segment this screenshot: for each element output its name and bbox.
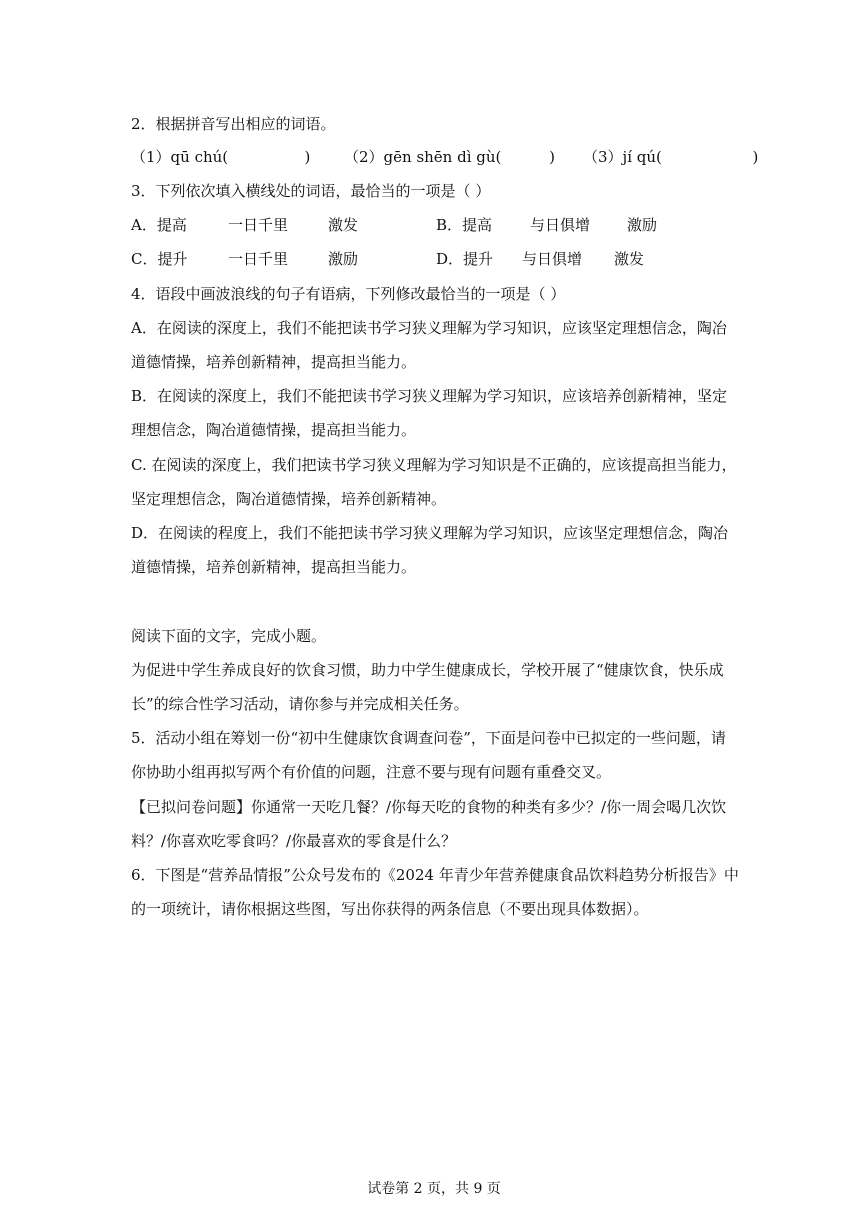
question-5-line-2: 你协助小组再拟写两个有价值的问题，注意不要与现有问题有重叠交叉。 xyxy=(131,763,612,781)
q4-option-d-line-2: 道德情操，培养创新精神，提高担当能力。 xyxy=(131,558,417,576)
option-b-label: B．提高 xyxy=(436,216,493,234)
question-6-line-2: 的一项统计，请你根据这些图，写出你获得的两条信息（不要出现具体数据）。 xyxy=(131,900,649,918)
option-a-word-1: 一日千里 xyxy=(228,216,289,234)
question-5-line-1: 5．活动小组在筹划一份“初中生健康饮食调查问卷”，下面是问卷中已拟定的一些问题，请 xyxy=(131,729,726,747)
reading-passage-line-2: 长”的综合性学习活动，请你参与并完成相关任务。 xyxy=(131,695,469,713)
option-d-label: D．提升 xyxy=(436,250,494,268)
question-3-stem: 3．下列依次填入横线处的词语，最恰当的一项是（ ） xyxy=(131,182,491,200)
q4-option-c-line-2: 坚定理想信念，陶冶道德情操，培养创新精神。 xyxy=(131,490,447,508)
question-2-stem: 2．根据拼音写出相应的词语。 xyxy=(131,115,336,133)
option-c-word-2: 激励 xyxy=(328,250,359,268)
q4-option-a-line-2: 道德情操，培养创新精神，提高担当能力。 xyxy=(131,353,417,371)
q4-option-b-line-1: B．在阅读的深度上，我们不能把读书学习狭义理解为学习知识，应该培养创新精神，坚定 xyxy=(131,387,728,405)
reading-passage-line-1: 为促进中学生养成良好的饮食习惯，助力中学生健康成长，学校开展了“健康饮食，快乐成 xyxy=(131,661,724,679)
q4-option-c-line-1: C. 在阅读的深度上，我们把读书学习狭义理解为学习知识是不正确的，应该提高担当能力， xyxy=(131,456,737,474)
q4-option-a-line-1: A．在阅读的深度上，我们不能把读书学习狭义理解为学习知识，应该坚定理想信念，陶冶 xyxy=(131,319,727,337)
option-a-label: A．提高 xyxy=(131,216,187,234)
option-c-label: C．提升 xyxy=(131,250,188,268)
option-c-word-1: 一日千里 xyxy=(228,250,289,268)
question-5-line-3: 【已拟问卷问题】你通常一天吃几餐？/你每天吃的食物的种类有多少？/你一周会喝几次饮 xyxy=(131,798,727,816)
question-2-item-3: （3）jí qú( ) xyxy=(583,148,759,166)
question-2-item-1: （1）qū chú( ) xyxy=(131,148,311,166)
q4-option-b-line-2: 理想信念，陶冶道德情操，提高担当能力。 xyxy=(131,421,417,439)
question-2-item-2: （2）gēn shēn dì gù( ) xyxy=(344,148,555,166)
question-4-stem: 4．语段中画波浪线的句子有语病，下列修改最恰当的一项是（ ） xyxy=(131,285,566,303)
reading-intro: 阅读下面的文字，完成小题。 xyxy=(131,627,327,645)
question-6-line-1: 6．下图是“营养品情报”公众号发布的《2024 年青少年营养健康食品饮料趋势分析报告》中 xyxy=(131,866,739,884)
option-d-word-2: 激发 xyxy=(614,250,645,268)
option-b-word-1: 与日俱增 xyxy=(530,216,591,234)
q4-option-d-line-1: D．在阅读的程度上，我们不能把读书学习狭义理解为学习知识，应该坚定理想信念，陶冶 xyxy=(131,524,729,542)
option-b-word-2: 激励 xyxy=(627,216,658,234)
page-footer: 试卷第 2 页，共 9 页 xyxy=(367,1181,501,1197)
option-d-word-1: 与日俱增 xyxy=(522,250,583,268)
option-a-word-2: 激发 xyxy=(328,216,359,234)
question-5-line-4: 料？/你喜欢吃零食吗？/你最喜欢的零食是什么？ xyxy=(131,832,457,850)
